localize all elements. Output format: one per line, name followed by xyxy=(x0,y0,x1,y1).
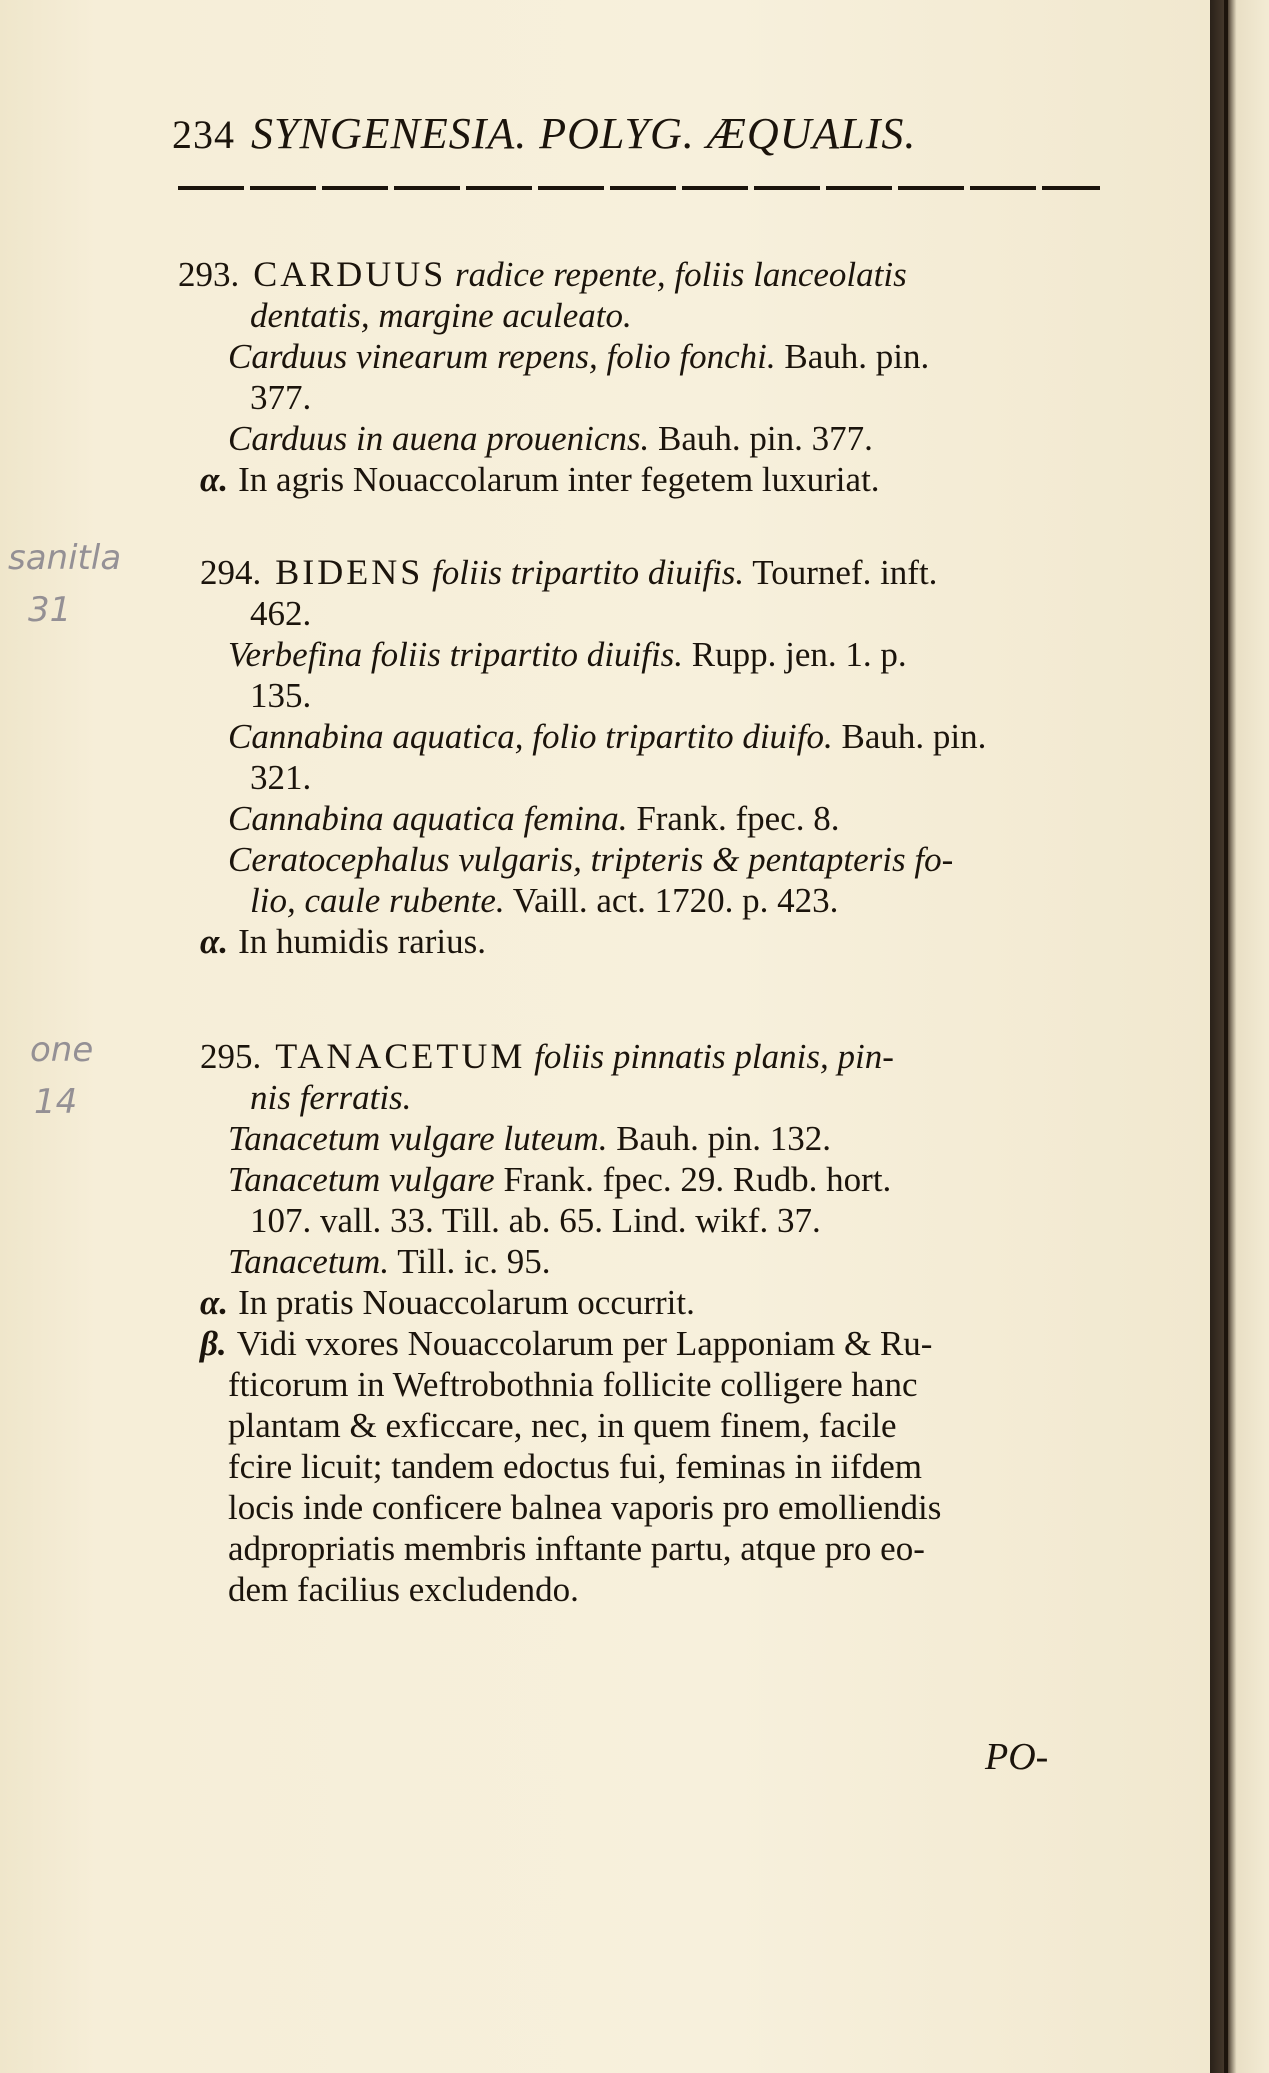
reference-line: Carduus vinearum repens, folio fonchi. Bauh. pin. xyxy=(228,337,930,376)
entry-number: 295. xyxy=(200,1037,262,1076)
beta-note-line: β. Vidi vxores Nouaccolarum per Lapponiam & Ru- xyxy=(200,1324,933,1363)
entry-294 xyxy=(178,552,1128,962)
beta-note-line: dem facilius excludendo. xyxy=(228,1570,579,1609)
entry-number: 294. xyxy=(200,553,262,592)
beta-note-line: fcire licuit; tandem edoctus fui, feminas in iifdem xyxy=(228,1447,922,1486)
beta-note-line: locis inde conficere balnea vaporis pro emolliendis xyxy=(228,1488,942,1527)
reference-line: 135. xyxy=(250,676,312,715)
entry-293 xyxy=(178,254,1128,500)
habitat-line: α. In agris Nouaccolarum inter fegetem luxuriat. xyxy=(200,460,880,499)
reference-line: 462. xyxy=(250,594,312,633)
entry-number: 293. xyxy=(178,255,240,294)
reference-line: 377. xyxy=(250,378,312,417)
entry-heading xyxy=(178,254,1128,295)
reference-line: Tanacetum vulgare Frank. fpec. 29. Rudb. hort. xyxy=(228,1160,892,1199)
diagnosis: foliis tripartito diuifis. xyxy=(432,553,745,592)
margin-note: sanitla xyxy=(8,538,122,578)
margin-note: 14 xyxy=(34,1082,78,1122)
reference-line: Cannabina aquatica femina. Frank. fpec. 8. xyxy=(228,799,840,838)
beta-note-line: plantam & exficcare, nec, in quem finem, facile xyxy=(228,1406,897,1445)
running-header xyxy=(172,108,1112,159)
reference-line: 107. vall. 33. Till. ab. 65. Lind. wikf. 37. xyxy=(250,1201,821,1240)
beta-note-line: fticorum in Weftrobothnia follicite colligere hanc xyxy=(228,1365,918,1404)
page-number: 234 xyxy=(172,112,235,157)
reference-line: Ceratocephalus vulgaris, tripteris & pentapteris fo- xyxy=(228,840,954,879)
entry-heading xyxy=(178,1036,1128,1077)
reference-line: Tanacetum. Till. ic. 95. xyxy=(228,1242,551,1281)
book-spine xyxy=(1210,0,1269,2073)
habitat-line: α. In humidis rarius. xyxy=(200,922,487,961)
margin-note: 31 xyxy=(28,590,72,630)
diagnosis-continued: nis ferratis. xyxy=(250,1078,412,1117)
reference-line: Tanacetum vulgare luteum. Bauh. pin. 132. xyxy=(228,1119,832,1158)
genus-name: TANACETUM xyxy=(275,1036,526,1076)
reference-line: Verbefina foliis tripartito diuifis. Rupp. jen. 1. p. xyxy=(228,635,907,674)
reference-line: Carduus in auena prouenicns. Bauh. pin. 377. xyxy=(228,419,873,458)
authority: Tournef. inft. xyxy=(752,553,938,592)
diagnosis-continued: dentatis, margine aculeato. xyxy=(250,296,632,335)
diagnosis: foliis pinnatis planis, pin- xyxy=(534,1037,894,1076)
margin-note: one xyxy=(30,1030,94,1070)
reference-line: 321. xyxy=(250,758,312,797)
beta-note-line: adpropriatis membris inftante partu, atque pro eo- xyxy=(228,1529,925,1568)
reference-line: Cannabina aquatica, folio tripartito diuifo. Bauh. pin. xyxy=(228,717,987,756)
reference-line: lio, caule rubente. Vaill. act. 1720. p. 423. xyxy=(250,881,839,920)
genus-name: BIDENS xyxy=(275,552,424,592)
header-rule xyxy=(178,186,1100,190)
entry-heading xyxy=(178,552,1128,593)
genus-name: CARDUUS xyxy=(253,254,447,294)
running-title: SYNGENESIA. POLYG. ÆQUALIS. xyxy=(251,109,917,158)
catchword: PO- xyxy=(985,1736,1049,1778)
spine-edge xyxy=(1224,0,1228,2073)
habitat-line: α. In pratis Nouaccolarum occurrit. xyxy=(200,1283,695,1322)
entry-295 xyxy=(178,1036,1128,1610)
diagnosis: radice repente, foliis lanceolatis xyxy=(455,255,907,294)
